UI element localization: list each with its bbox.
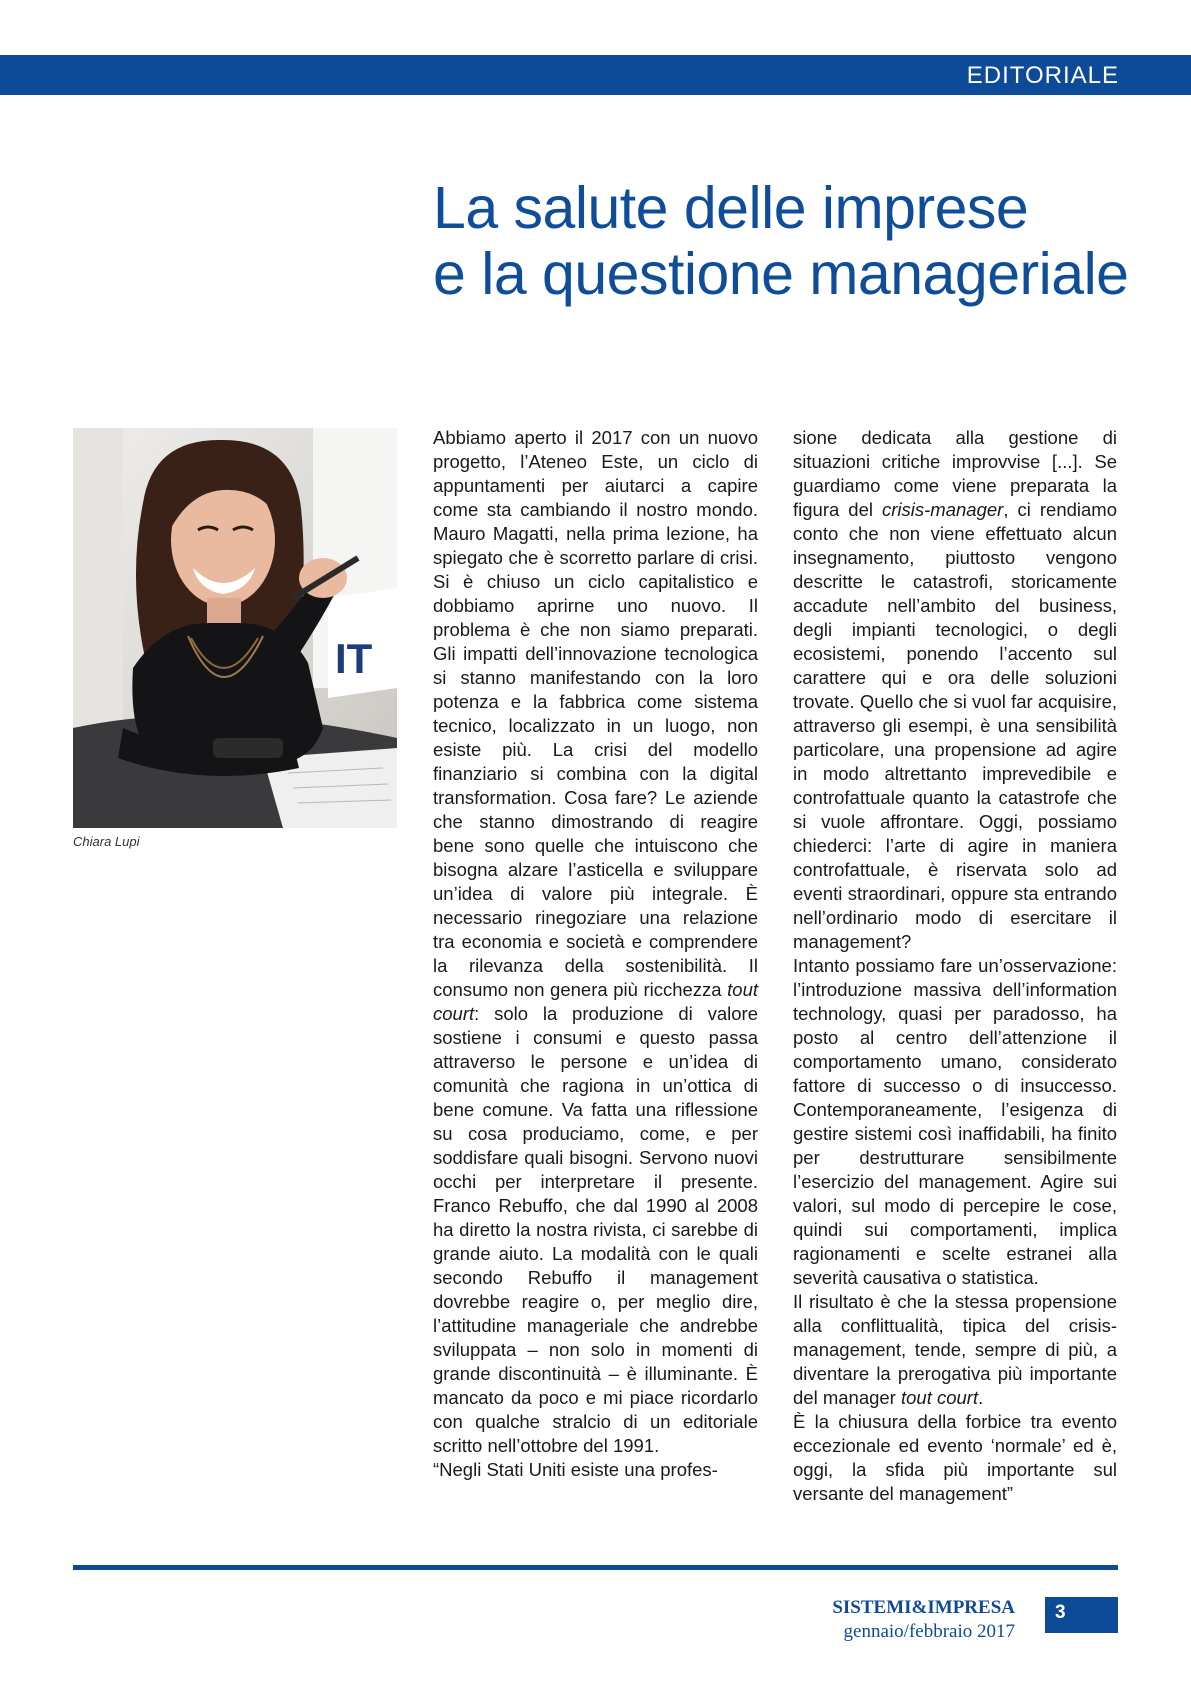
title-line-2: e la questione manageriale (433, 241, 1129, 307)
text-run: Abbiamo aperto il 2017 con un nuovo progetto, l’Ateneo Este, un ciclo di appuntamenti per aiutarci a capire come sta cambiando il nostro mondo. Mauro Magatti, nella prima lezione, ha spiegato che è scorretto parlare di crisi. Si è chiuso un ciclo capitalistico e dobbiamo aprirne uno nuovo. Il problema è che non siamo preparati. Gli impatti dell’innovazione tecnologica si stanno manifestando con la loro potenza e la fabbrica come sistema tecnico, localizzato in un luogo, non esiste più. La crisi del modello finanziario si combina con la digital transformation. Cosa fare? Le aziende che stanno dimostrando di reagire bene sono quelle che intuiscono che bisogna alzare l’asticella e sviluppare un’idea di valore più integrale. È necessario rinegoziare una relazione tra economia e società e comprendere la rilevanza della sostenibilità. Il consumo non genera più ricchezza (433, 427, 758, 1000)
svg-text:IT: IT (335, 635, 373, 682)
page-number-box (1045, 1597, 1118, 1633)
issue-date: gennaio/febbraio 2017 (843, 1621, 1015, 1642)
author-photo (73, 428, 397, 828)
article-column-1 (433, 426, 758, 1482)
article-title (433, 175, 1133, 307)
paragraph (793, 426, 1117, 954)
page-number: 3 (1055, 1602, 1066, 1623)
section-label: EDITORIALE (966, 62, 1119, 89)
text-run: sione dedicata alla gestione di situazioni critiche improvvise [...]. Se guardiamo come viene preparata la figura del (793, 427, 1117, 520)
paragraph: “Negli Stati Uniti esiste una profes- (433, 1459, 718, 1480)
article-column-2 (793, 426, 1117, 1506)
italic-text: tout court (900, 1387, 979, 1408)
magazine-name: SISTEMI&IMPRESA (832, 1597, 1015, 1618)
paragraph: Intanto possiamo fare un’osservazione: l’introduzione massiva dell’information technology, quasi per paradosso, ha posto al centro dell’attenzione il comportamento umano, considerato fattore di successo o di insuccesso. Contemporaneamente, l’esigenza di gestire sistemi così inaffidabili, ha finito per destrutturare sensibilmente l’esercizio del management. Agire sui valori, sul modo di percepire le cose, quindi sui comportamenti, implica ragionamenti e scelte estranei alla severità causativa o statistica. (793, 955, 1117, 1288)
text-run: Il risultato è che la stessa propensione alla conflittualità, tipica del crisis-management, tende, sempre di più, a diventare la prerogativa più importante del manager (793, 1291, 1117, 1408)
italic-text: tout court (433, 979, 758, 1024)
footer-rule (73, 1565, 1118, 1570)
paragraph (433, 426, 758, 1458)
italic-text: crisis-manager (882, 499, 1004, 520)
text-run: : solo la produzione di valore sostiene i consumi e questo passa attraverso le persone e un’idea di comunità che ragiona in un’ottica di bene comune. Va fatta una riflessione su cosa produciamo, come, e per soddisfare quali bisogni. Servono nuovi occhi per interpretare il presente. Franco Rebuffo, che dal 1990 al 2008 ha diretto la nostra rivista, ci sarebbe di grande aiuto. La modalità con le quali secondo Rebuffo il management dovrebbe reagire o, per meglio dire, l’attitudine manageriale che andrebbe sviluppata – non solo in momenti di grande discontinuità – è illuminante. È mancato da poco e mi piace ricordarlo con qualche stralcio di un editoriale scritto nell’ottobre del 1991. (433, 1003, 758, 1456)
title-line-1: La salute delle imprese (433, 175, 1029, 241)
text-run: , ci rendiamo conto che non viene effettuato alcun insegnamento, piuttosto vengono descritte le catastrofi, storicamente accadute nell’ambito del business, degli impianti tecnologici, o degli ecosistemi, ponendo l’accento sul carattere qui e ora delle soluzioni trovate. Quello che si vuol far acquisire, attraverso gli esempi, è una sensibilità particolare, una propensione ad agire in modo altrettanto imprevedibile e controfattuale quanto la catastrofe che si vuole affrontare. Oggi, possiamo chiederci: l’arte di agire in maniera controfattuale, è riservata solo ad eventi straordinari, oppure sta entrando nell’ordinario modo di esercitare il management? (793, 499, 1117, 952)
paragraph: È la chiusura della forbice tra evento eccezionale ed evento ‘normale’ ed è, oggi, la sfida più importante sul versante del management” (793, 1411, 1117, 1504)
paragraph (793, 1290, 1117, 1410)
text-run: . (978, 1387, 984, 1408)
photo-caption: Chiara Lupi (73, 834, 140, 849)
